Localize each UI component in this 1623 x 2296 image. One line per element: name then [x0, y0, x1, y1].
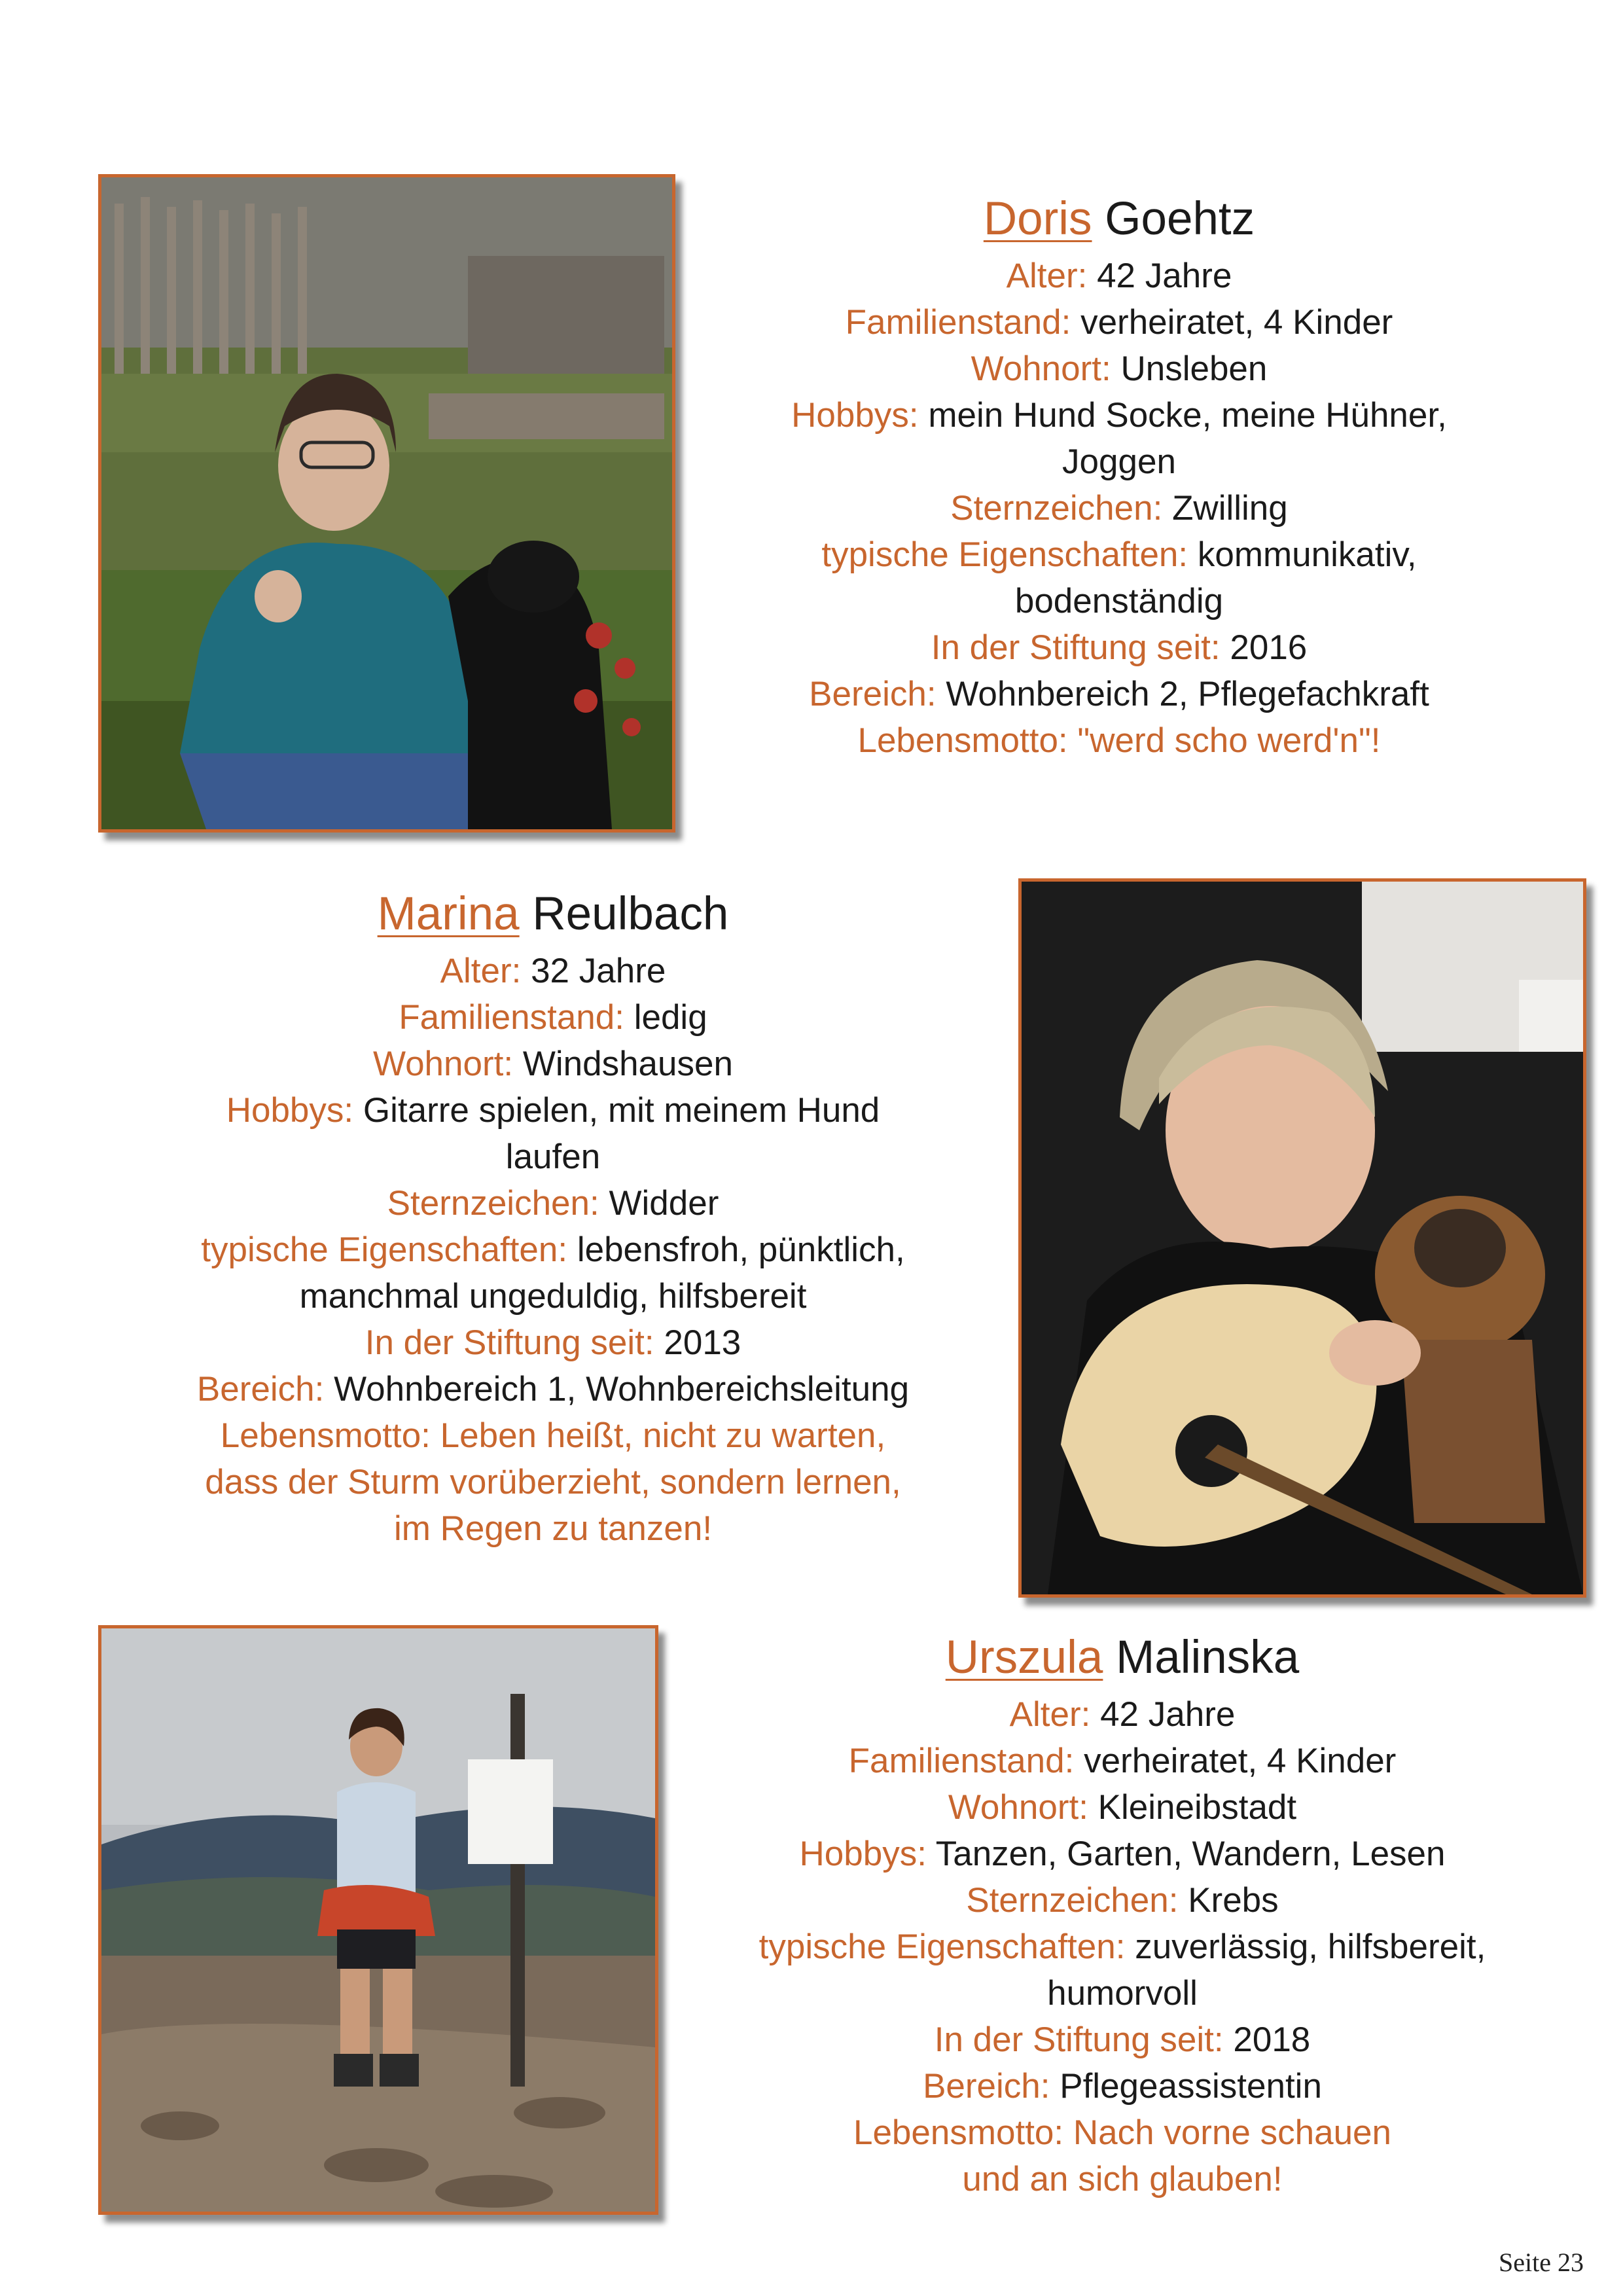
- area-label: Bereich:: [196, 1370, 325, 1408]
- hobbies-label: Hobbys:: [799, 1835, 927, 1873]
- family-row: [105, 994, 1001, 1041]
- motto-label: Lebensmotto:: [220, 1416, 431, 1455]
- family-label: Familienstand:: [399, 998, 624, 1037]
- first-name: Marina: [377, 888, 520, 940]
- age-value: 32 Jahre: [531, 952, 666, 990]
- hobbies-label: Hobbys:: [791, 396, 919, 435]
- family-value: ledig: [633, 998, 707, 1037]
- hobbies-value: Gitarre spielen, mit meinem Hund: [363, 1091, 880, 1130]
- area-row: [681, 671, 1558, 717]
- photo-marina: [1018, 878, 1586, 1598]
- zodiac-label: Sternzeichen:: [950, 489, 1163, 528]
- age-row: [681, 253, 1558, 299]
- profile-name: [105, 885, 1001, 944]
- traits-label: typische Eigenschaften:: [758, 1928, 1126, 1966]
- motto-label: Lebensmotto:: [857, 721, 1068, 760]
- zodiac-label: Sternzeichen:: [966, 1881, 1179, 1920]
- motto-row: [105, 1412, 1001, 1459]
- area-value: Wohnbereich 2, Pflegefachkraft: [946, 675, 1429, 713]
- motto-value-line-3: im Regen zu tanzen!: [393, 1509, 713, 1548]
- zodiac-row: [105, 1180, 1001, 1227]
- motto-value-line-2: und an sich glauben!: [962, 2160, 1283, 2198]
- traits-value: kommunikativ,: [1197, 535, 1417, 574]
- area-label: Bereich:: [923, 2067, 1050, 2106]
- residence-label: Wohnort:: [971, 350, 1111, 388]
- since-label: In der Stiftung seit:: [931, 628, 1221, 667]
- since-label: In der Stiftung seit:: [934, 2020, 1224, 2059]
- profile-doris: [681, 190, 1558, 764]
- traits-value-line-2: manchmal ungeduldig, hilfsbereit: [299, 1277, 807, 1316]
- area-row: [105, 1366, 1001, 1412]
- traits-label: typische Eigenschaften:: [201, 1230, 568, 1269]
- motto-value: "werd scho werd'n"!: [1077, 721, 1381, 760]
- residence-value: Kleineibstadt: [1097, 1788, 1297, 1827]
- age-label: Alter:: [440, 952, 522, 990]
- page-number: Seite 23: [1499, 2248, 1584, 2277]
- motto-row: [681, 717, 1558, 764]
- since-value: 2018: [1233, 2020, 1311, 2059]
- hobbies-label: Hobbys:: [226, 1091, 354, 1130]
- motto-value-line-2: dass der Sturm vorüberzieht, sondern lernen,: [205, 1463, 901, 1501]
- residence-row: [654, 1784, 1590, 1831]
- since-label: In der Stiftung seit:: [365, 1323, 654, 1362]
- traits-row: [681, 531, 1558, 578]
- zodiac-value: Krebs: [1188, 1881, 1279, 1920]
- hobbies-row: [681, 392, 1558, 439]
- family-value: verheiratet, 4 Kinder: [1080, 303, 1393, 342]
- age-label: Alter:: [1006, 257, 1088, 295]
- family-label: Familienstand:: [848, 1742, 1075, 1780]
- age-label: Alter:: [1009, 1695, 1091, 1734]
- family-row: [654, 1738, 1590, 1784]
- hobbies-value-line-2: Joggen: [1062, 442, 1176, 481]
- residence-row: [105, 1041, 1001, 1087]
- last-name: Goehtz: [1105, 193, 1255, 245]
- profile-marina: [105, 885, 1001, 1552]
- family-value: verheiratet, 4 Kinder: [1084, 1742, 1397, 1780]
- first-name: Urszula: [945, 1632, 1103, 1683]
- traits-value-line-2: bodenständig: [1014, 582, 1224, 620]
- zodiac-label: Sternzeichen:: [387, 1184, 599, 1223]
- since-row: [654, 2017, 1590, 2063]
- profile-urszula: [654, 1628, 1590, 2202]
- hobbies-value-line-2: laufen: [505, 1138, 601, 1176]
- age-row: [654, 1691, 1590, 1738]
- motto-value: Leben heißt, nicht zu warten,: [440, 1416, 886, 1455]
- traits-value: zuverlässig, hilfsbereit,: [1135, 1928, 1486, 1966]
- last-name: Reulbach: [532, 888, 729, 940]
- profile-name: [681, 190, 1558, 249]
- residence-row: [681, 346, 1558, 392]
- traits-label: typische Eigenschaften:: [821, 535, 1188, 574]
- traits-row: [654, 1924, 1590, 1970]
- family-row: [681, 299, 1558, 346]
- zodiac-row: [654, 1877, 1590, 1924]
- motto-label: Lebensmotto:: [853, 2113, 1064, 2152]
- traits-value: lebensfroh, pünktlich,: [577, 1230, 905, 1269]
- area-value: Wohnbereich 1, Wohnbereichsleitung: [334, 1370, 910, 1408]
- area-value: Pflegeassistentin: [1060, 2067, 1322, 2106]
- zodiac-value: Widder: [609, 1184, 719, 1223]
- residence-value: Unsleben: [1120, 350, 1268, 388]
- last-name: Malinska: [1116, 1632, 1300, 1683]
- since-row: [105, 1319, 1001, 1366]
- residence-label: Wohnort:: [948, 1788, 1088, 1827]
- traits-row: [105, 1227, 1001, 1273]
- zodiac-value: Zwilling: [1172, 489, 1288, 528]
- motto-value: Nach vorne schauen: [1073, 2113, 1392, 2152]
- area-label: Bereich:: [809, 675, 936, 713]
- since-row: [681, 624, 1558, 671]
- first-name: Doris: [983, 193, 1092, 245]
- photo-doris: [98, 174, 675, 833]
- since-value: 2013: [664, 1323, 741, 1362]
- hobbies-row: [105, 1087, 1001, 1134]
- area-row: [654, 2063, 1590, 2109]
- zodiac-row: [681, 485, 1558, 531]
- hobbies-value: mein Hund Socke, meine Hühner,: [928, 396, 1447, 435]
- hobbies-value: Tanzen, Garten, Wandern, Lesen: [935, 1835, 1446, 1873]
- photo-urszula: [98, 1625, 658, 2215]
- traits-value-line-2: humorvoll: [1047, 1974, 1198, 2013]
- since-value: 2016: [1230, 628, 1308, 667]
- motto-row: [654, 2109, 1590, 2156]
- age-row: [105, 948, 1001, 994]
- residence-value: Windshausen: [522, 1045, 733, 1083]
- age-value: 42 Jahre: [1100, 1695, 1236, 1734]
- profile-name: [654, 1628, 1590, 1687]
- age-value: 42 Jahre: [1097, 257, 1232, 295]
- hobbies-row: [654, 1831, 1590, 1877]
- family-label: Familienstand:: [845, 303, 1071, 342]
- residence-label: Wohnort:: [373, 1045, 514, 1083]
